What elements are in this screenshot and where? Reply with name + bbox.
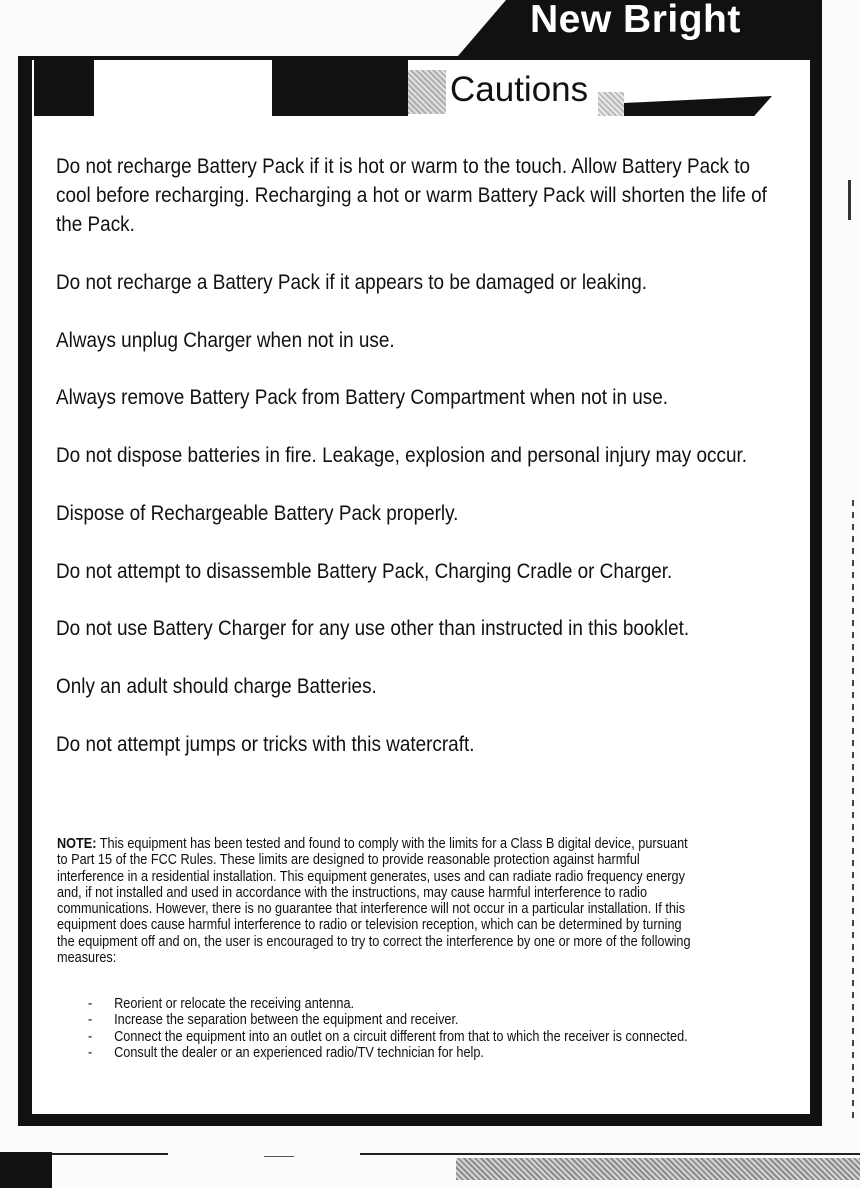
bullet-dash: - bbox=[88, 996, 93, 1012]
note-label: NOTE: bbox=[57, 836, 97, 852]
measure-item bbox=[88, 996, 801, 1012]
title-grain-right bbox=[598, 92, 624, 116]
scan-line bbox=[52, 1153, 168, 1155]
note-line bbox=[57, 836, 797, 852]
measure-text: Consult the dealer or an experienced radio/TV technician for help. bbox=[114, 1044, 484, 1061]
measure-item bbox=[88, 1045, 801, 1061]
note-line: communications. However, there is no guarantee that interference will not occur in a particular installation. If this bbox=[57, 901, 686, 918]
caution-item: Do not recharge a Battery Pack if it appears to be damaged or leaking. bbox=[56, 270, 648, 294]
caution-item: Do not attempt to disassemble Battery Pack, Charging Cradle or Charger. bbox=[56, 559, 673, 583]
caution-item: Do not attempt jumps or tricks with this watercraft. bbox=[56, 732, 475, 756]
scan-edge bbox=[852, 500, 854, 1120]
note-line: equipment does cause harmful interference to radio or television reception, which can be determined by turning bbox=[57, 917, 682, 934]
caution-item: Do not dispose batteries in fire. Leakage, explosion and personal injury may occur. bbox=[56, 443, 747, 467]
caution-line: Do not recharge Battery Pack if it is hot or warm to the touch. Allow Battery Pack to bbox=[56, 154, 751, 178]
measure-text: Connect the equipment into an outlet on a circuit different from that to which the receiver is connected. bbox=[114, 1028, 688, 1045]
scan-bottom-bar bbox=[0, 1152, 52, 1188]
caution-item: Always remove Battery Pack from Battery Compartment when not in use. bbox=[56, 385, 668, 409]
brand-name: New Bright bbox=[530, 0, 741, 41]
caution-item: Always unplug Charger when not in use. bbox=[56, 328, 395, 352]
caution-line: the Pack. bbox=[56, 212, 135, 236]
scan-edge bbox=[848, 180, 851, 220]
bullet-dash: - bbox=[88, 1012, 93, 1029]
note-line: to Part 15 of the FCC Rules. These limits are designed to provide reasonable protection against harmful bbox=[57, 852, 640, 869]
note-line: and, if not installed and used in accordance with the instructions, may cause harmful interference to radio bbox=[57, 884, 648, 901]
note-line: interference in a residential installation. This equipment generates, uses and can radiate radio frequency energy bbox=[57, 868, 685, 885]
title-grain bbox=[408, 70, 446, 114]
note-line: measures: bbox=[57, 950, 117, 967]
measures-list bbox=[88, 996, 801, 1061]
corner-block bbox=[34, 60, 94, 116]
bullet-dash: - bbox=[88, 1028, 93, 1045]
measure-text: Increase the separation between the equipment and receiver. bbox=[114, 1012, 459, 1029]
measure-item bbox=[88, 1012, 801, 1028]
title-block bbox=[272, 60, 408, 116]
measure-text: Reorient or relocate the receiving antenna. bbox=[114, 996, 355, 1012]
bullet-dash: - bbox=[88, 1044, 93, 1061]
measure-item bbox=[88, 1029, 801, 1045]
note-line: the equipment off and on, the user is encouraged to try to correct the interference by one or more of the following bbox=[57, 933, 691, 950]
note-text: This equipment has been tested and found to comply with the limits for a Class B digital device, pursuant bbox=[99, 836, 688, 852]
scan-grain bbox=[456, 1158, 860, 1180]
caution-line: cool before recharging. Recharging a hot or warm Battery Pack will shorten the life of bbox=[56, 183, 767, 207]
caution-item: Dispose of Rechargeable Battery Pack properly. bbox=[56, 501, 459, 525]
caution-item: Only an adult should charge Batteries. bbox=[56, 674, 377, 698]
caution-item: Do not use Battery Charger for any use other than instructed in this booklet. bbox=[56, 616, 690, 640]
page-title: Cautions bbox=[450, 70, 589, 109]
scan-line bbox=[360, 1153, 860, 1155]
fcc-note bbox=[57, 836, 797, 966]
scan-line bbox=[264, 1156, 294, 1157]
